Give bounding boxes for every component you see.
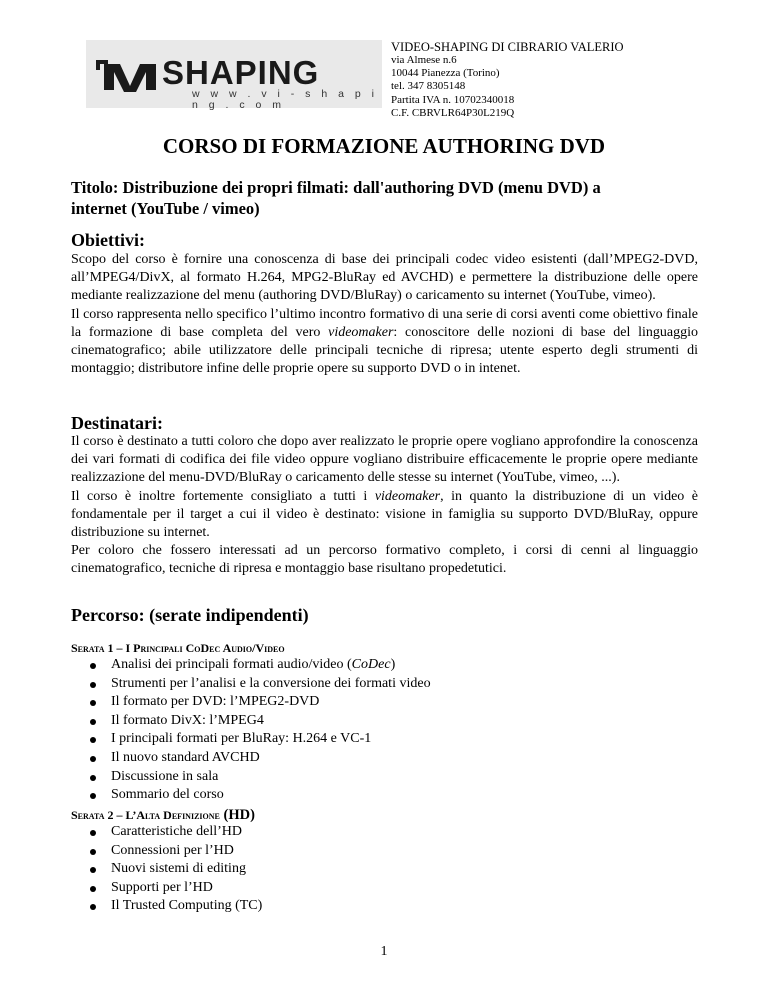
list-item-text: Connessioni per l’HD	[111, 842, 234, 858]
destinatari-p2-start: Il corso è inoltre fortemente consigliato a tutti i	[71, 488, 375, 504]
bullet-icon	[90, 904, 96, 910]
bullet-icon	[90, 886, 96, 892]
destinatari-paragraph-3: Per coloro che fossero interessati ad un percorso formativo completo, i corsi di cenni al linguaggio cinematografico, tecniche di ripresa e montaggio base risultano propedetutici.	[71, 543, 698, 577]
list-item	[71, 768, 431, 787]
list-item-text: Il formato DivX: l’MPEG4	[111, 712, 264, 728]
destinatari-p2-end: , in quanto la distribuzione di un video è fondamentale per il target a cui il video è destinato: visione in famiglia su supporto DVD/BluRay, oppure distribuzione su internet.	[71, 488, 698, 541]
logo-wordmark: SHAPING	[162, 54, 320, 91]
logo-vi-mark	[94, 54, 160, 94]
obiettivi-paragraph-1: Scopo del corso è fornire una conoscenza di base dei principali codec video esistenti (dall’MPEG2-DVD, all’MPEG4/DivX, al formato H.264, MPG2-BluRay ed AVCHD) e permettere la distribuzione delle opere mediante realizzazione del menu (authoring DVD/BluRay) o caricamento su internet (YouTube, vimeo).	[71, 252, 698, 304]
list-item-text: Nuovi sistemi di editing	[111, 861, 246, 877]
list-item	[71, 730, 431, 749]
list-item-text: Il Trusted Computing (TC)	[111, 898, 263, 914]
destinatari-paragraph-2	[71, 488, 698, 543]
obiettivi-paragraph-2	[71, 306, 698, 379]
serata-2-list	[71, 823, 262, 916]
bullet-icon	[90, 682, 96, 688]
obiettivi-body	[71, 251, 698, 378]
obiettivi-heading: Obiettivi:	[71, 230, 145, 250]
course-subtitle	[71, 177, 711, 219]
list-item-emphasis: CoDec	[351, 657, 391, 672]
logo-url: w w w . v i - s h a p i n g . c o m	[192, 88, 378, 111]
list-item	[71, 786, 431, 805]
serata-2-title-text: Serata 2 – L’Alta Definizione	[71, 808, 220, 822]
destinatari-p2-emphasis: videomaker	[374, 488, 441, 504]
bullet-icon	[90, 793, 96, 799]
company-name: VIDEO-SHAPING DI CIBRARIO VALERIO	[391, 40, 624, 54]
list-item-text-end: )	[390, 657, 396, 672]
company-phone: tel. 347 8305148	[391, 80, 466, 93]
destinatari-body	[71, 433, 698, 579]
course-subtitle-line-1: Titolo: Distribuzione dei propri filmati: dall'authoring DVD (menu DVD) a	[71, 178, 601, 197]
list-item-text: Supporti per l’HD	[111, 879, 213, 895]
company-logo	[86, 40, 382, 111]
list-item-text: Discussione in sala	[111, 768, 219, 784]
list-item-text: Analisi dei principali formati audio/video (	[111, 657, 352, 672]
list-item	[71, 675, 431, 694]
bullet-icon	[90, 700, 96, 706]
company-info	[391, 40, 691, 120]
list-item-text: Il formato per DVD: l’MPEG2-DVD	[111, 694, 320, 710]
destinatari-paragraph-1: Il corso è destinato a tutti coloro che dopo aver realizzato le proprie opere vogliano approfondire la conoscenza dei vari formati di codifica dei file video oppure vogliano distribuire efficacemente le proprie opere mediante realizzazione del menu-DVD/BluRay o caricamento delle stesse su internet (YouTube, vimeo, ...).	[71, 434, 698, 486]
bullet-icon	[90, 830, 96, 836]
company-address-city: 10044 Pianezza (Torino)	[391, 67, 500, 80]
company-tax-code: C.F. CBRVLR64P30L219Q	[391, 106, 515, 119]
bullet-icon	[90, 737, 96, 743]
company-address-street: via Almese n.6	[391, 54, 457, 66]
serata-2-title-suffix: (HD)	[219, 807, 255, 823]
page-number: 1	[380, 944, 388, 959]
bullet-icon	[90, 756, 96, 762]
list-item-text: Caratteristiche dell’HD	[111, 824, 243, 839]
company-vat: Partita IVA n. 10702340018	[391, 93, 515, 106]
list-item	[71, 879, 262, 898]
serata-2-title	[71, 807, 255, 823]
list-item	[71, 656, 431, 675]
obiettivi-p2-start: Il corso rappresenta nello specifico l’ultimo incontro formativo di una serie di corsi aventi come obiettivo finale la formazione di base completa del vero	[71, 306, 698, 340]
list-item-text: Sommario del corso	[111, 787, 224, 803]
percorso-heading: Percorso: (serate indipendenti)	[71, 605, 309, 625]
list-item	[71, 842, 262, 861]
bullet-icon	[90, 849, 96, 855]
serata-1-list	[71, 656, 431, 805]
list-item-text: I principali formati per BluRay: H.264 e VC-1	[111, 731, 372, 747]
list-item	[71, 749, 431, 768]
bullet-icon	[90, 867, 96, 873]
bullet-icon	[90, 775, 96, 781]
list-item-text: Strumenti per l’analisi e la conversione dei formati video	[111, 675, 431, 691]
list-item	[71, 823, 262, 842]
course-subtitle-line-2: internet (YouTube / vimeo)	[71, 199, 260, 218]
list-item	[71, 693, 431, 712]
bullet-icon	[90, 719, 96, 725]
obiettivi-p2-emphasis: videomaker	[328, 324, 394, 340]
list-item-text: Il nuovo standard AVCHD	[111, 749, 260, 765]
list-item	[71, 860, 262, 879]
list-item	[71, 712, 431, 731]
obiettivi-p2-end: : conoscitore delle nozioni di base del linguaggio cinematografico; abile utilizzatore delle principali tecniche di ripresa; utente esperto degli strumenti di montaggio; distributore infine delle proprie opere su supporto DVD o in intenet.	[71, 324, 698, 377]
bullet-icon	[90, 663, 96, 669]
document-title: CORSO DI FORMAZIONE AUTHORING DVD	[162, 134, 606, 158]
destinatari-heading: Destinatari:	[71, 413, 163, 433]
serata-1-title: Serata 1 – I Principali CoDec Audio/Video	[71, 641, 285, 655]
list-item	[71, 897, 262, 916]
